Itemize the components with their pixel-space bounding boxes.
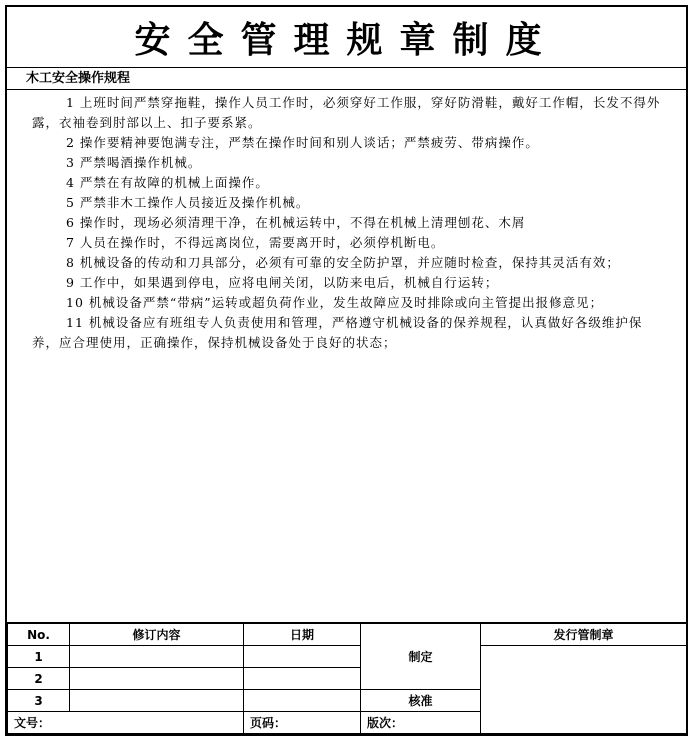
page-label: 页码： <box>244 712 361 734</box>
rule-item: 4 严禁在有故障的机械上面操作。 <box>66 175 269 190</box>
date-cell <box>244 668 361 690</box>
date-cell <box>244 646 361 668</box>
revision-cell <box>70 646 244 668</box>
rule-item: 10 机械设备严禁“带病”运转或超负荷作业，发生故障应及时排除或向主管提出报修意见； <box>66 295 604 310</box>
version-label: 版次： <box>361 712 481 734</box>
rule-item: 9 工作中，如果遇到停电，应将电闸关闭，以防来电后，机械自行运转； <box>66 275 499 290</box>
rule-item: 2 操作要精神要饱满专注，严禁在操作时间和别人谈话；严禁疲劳、带病操作。 <box>66 135 539 150</box>
rule-item: 1 上班时间严禁穿拖鞋，操作人员工作时，必须穿好工作服，穿好防滑鞋，戴好工作帽，长发不得外露，衣袖卷到肘部以上、扣子要系紧。 <box>32 95 661 130</box>
section-title: 木工安全操作规程 <box>7 68 686 90</box>
col-date-header: 日期 <box>244 623 361 646</box>
rule-item: 5 严禁非木工操作人员接近及操作机械。 <box>66 195 310 210</box>
row-no: 1 <box>8 646 70 668</box>
row-no: 2 <box>8 668 70 690</box>
doc-no-label: 文号： <box>8 712 244 734</box>
approved-label: 核准 <box>361 690 481 712</box>
col-revision-header: 修订内容 <box>70 623 244 646</box>
rules-body <box>32 93 662 353</box>
document-frame <box>5 5 688 736</box>
rule-item: 6 操作时，现场必须清理干净，在机械运转中，不得在机械上清理刨花、木屑 <box>66 215 526 230</box>
revision-cell <box>70 690 244 712</box>
rule-item: 8 机械设备的传动和刀具部分，必须有可靠的安全防护罩，并应随时检查，保持其灵活有效； <box>66 255 620 270</box>
row-no: 3 <box>8 690 70 712</box>
issue-stamp-area <box>481 646 687 734</box>
issue-stamp-header: 发行管制章 <box>481 623 687 646</box>
col-no-header: No. <box>8 623 70 646</box>
made-label: 制定 <box>361 623 481 690</box>
rule-item: 11 机械设备应有班组专人负责使用和管理，严格遵守机械设备的保养规程，认真做好各级维护保养，应合理使用，正确操作，保持机械设备处于良好的状态； <box>32 315 643 350</box>
revision-table <box>7 622 686 734</box>
date-cell <box>244 690 361 712</box>
revision-cell <box>70 668 244 690</box>
page-title: 安全管理规章制度 <box>7 7 686 68</box>
rule-item: 3 严禁喝酒操作机械。 <box>66 155 202 170</box>
rule-item: 7 人员在操作时，不得远离岗位，需要离开时，必须停机断电。 <box>66 235 445 250</box>
